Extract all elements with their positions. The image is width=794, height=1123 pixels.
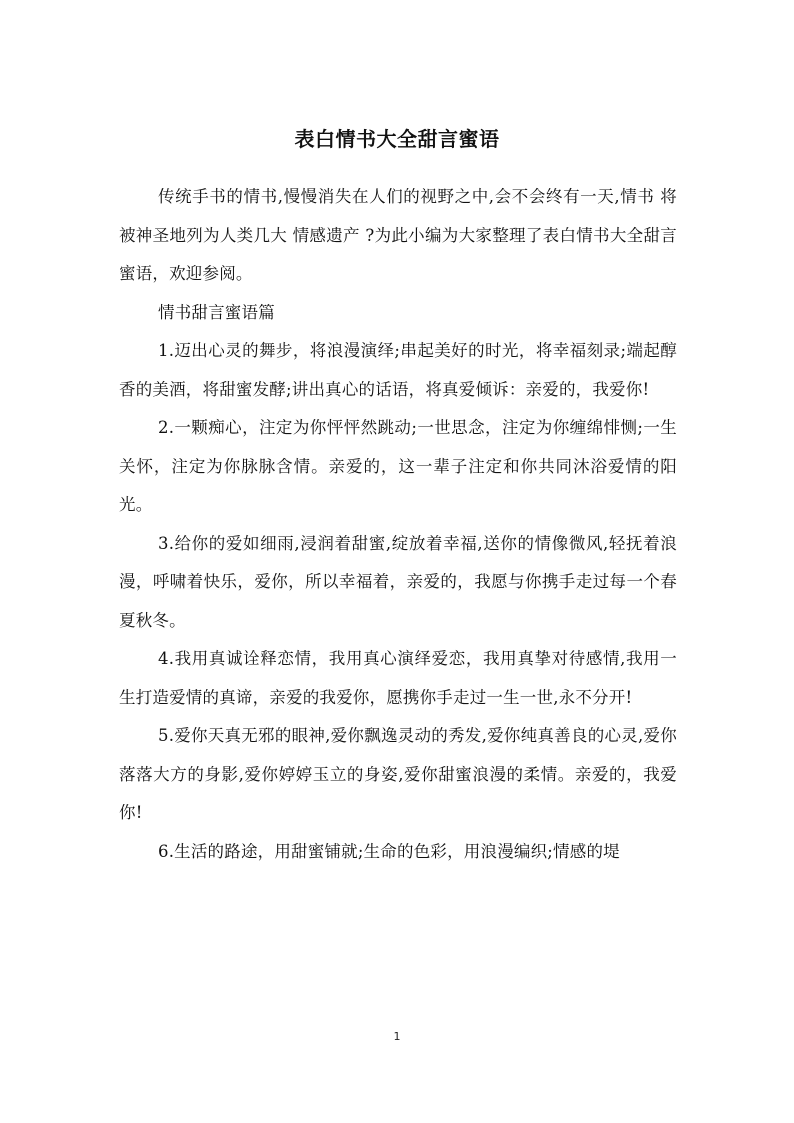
section-heading: 情书甜言蜜语篇: [158, 302, 275, 322]
paragraph-item-3: 3.给你的爱如细雨,浸润着甜蜜,绽放着幸福,送你的情像微风,轻抚着浪漫，呼啸着快乐，爱你，所以幸福着，亲爱的，我愿与你携手走过每一个春夏秋冬。: [119, 533, 677, 630]
paragraph-item-1: 1.迈出心灵的舞步，将浪漫演绎;串起美好的时光，将幸福刻录;端起醇香的美酒，将甜蜜发酵;讲出真心的话语，将真爱倾诉：亲爱的，我爱你!: [119, 341, 677, 399]
paragraph-intro: 传统手书的情书,慢慢消失在人们的视野之中,会不会终有一天,情书 将被神圣地列为人类几大 情感遗产 ?为此小编为大家整理了表白情书大全甜言蜜语，欢迎参阅。: [119, 187, 677, 283]
paragraph-item-4: 4.我用真诚诠释恋情，我用真心演绎爱恋，我用真挚对待感情,我用一生打造爱情的真谛，亲爱的我爱你，愿携你手走过一生一世,永不分开!: [119, 649, 677, 707]
document-body: [119, 178, 677, 871]
document-title: 表白情书大全甜言蜜语: [294, 127, 500, 151]
paragraph-item-2: 2.一颗痴心，注定为你怦怦然跳动;一世思念，注定为你缠绵悱恻;一生关怀，注定为你脉脉含情。亲爱的，这一辈子注定和你共同沐浴爱情的阳光。: [119, 418, 677, 514]
paragraph-item-5: 5.爱你天真无邪的眼神,爱你飘逸灵动的秀发,爱你纯真善良的心灵,爱你落落大方的身影,爱你婷婷玉立的身姿,爱你甜蜜浪漫的柔情。亲爱的，我爱你!: [119, 726, 677, 822]
page-number: 1: [393, 1030, 401, 1043]
paragraph-item-6: 6.生活的路途，用甜蜜铺就;生命的色彩，用浪漫编织;情感的堤: [158, 841, 620, 861]
